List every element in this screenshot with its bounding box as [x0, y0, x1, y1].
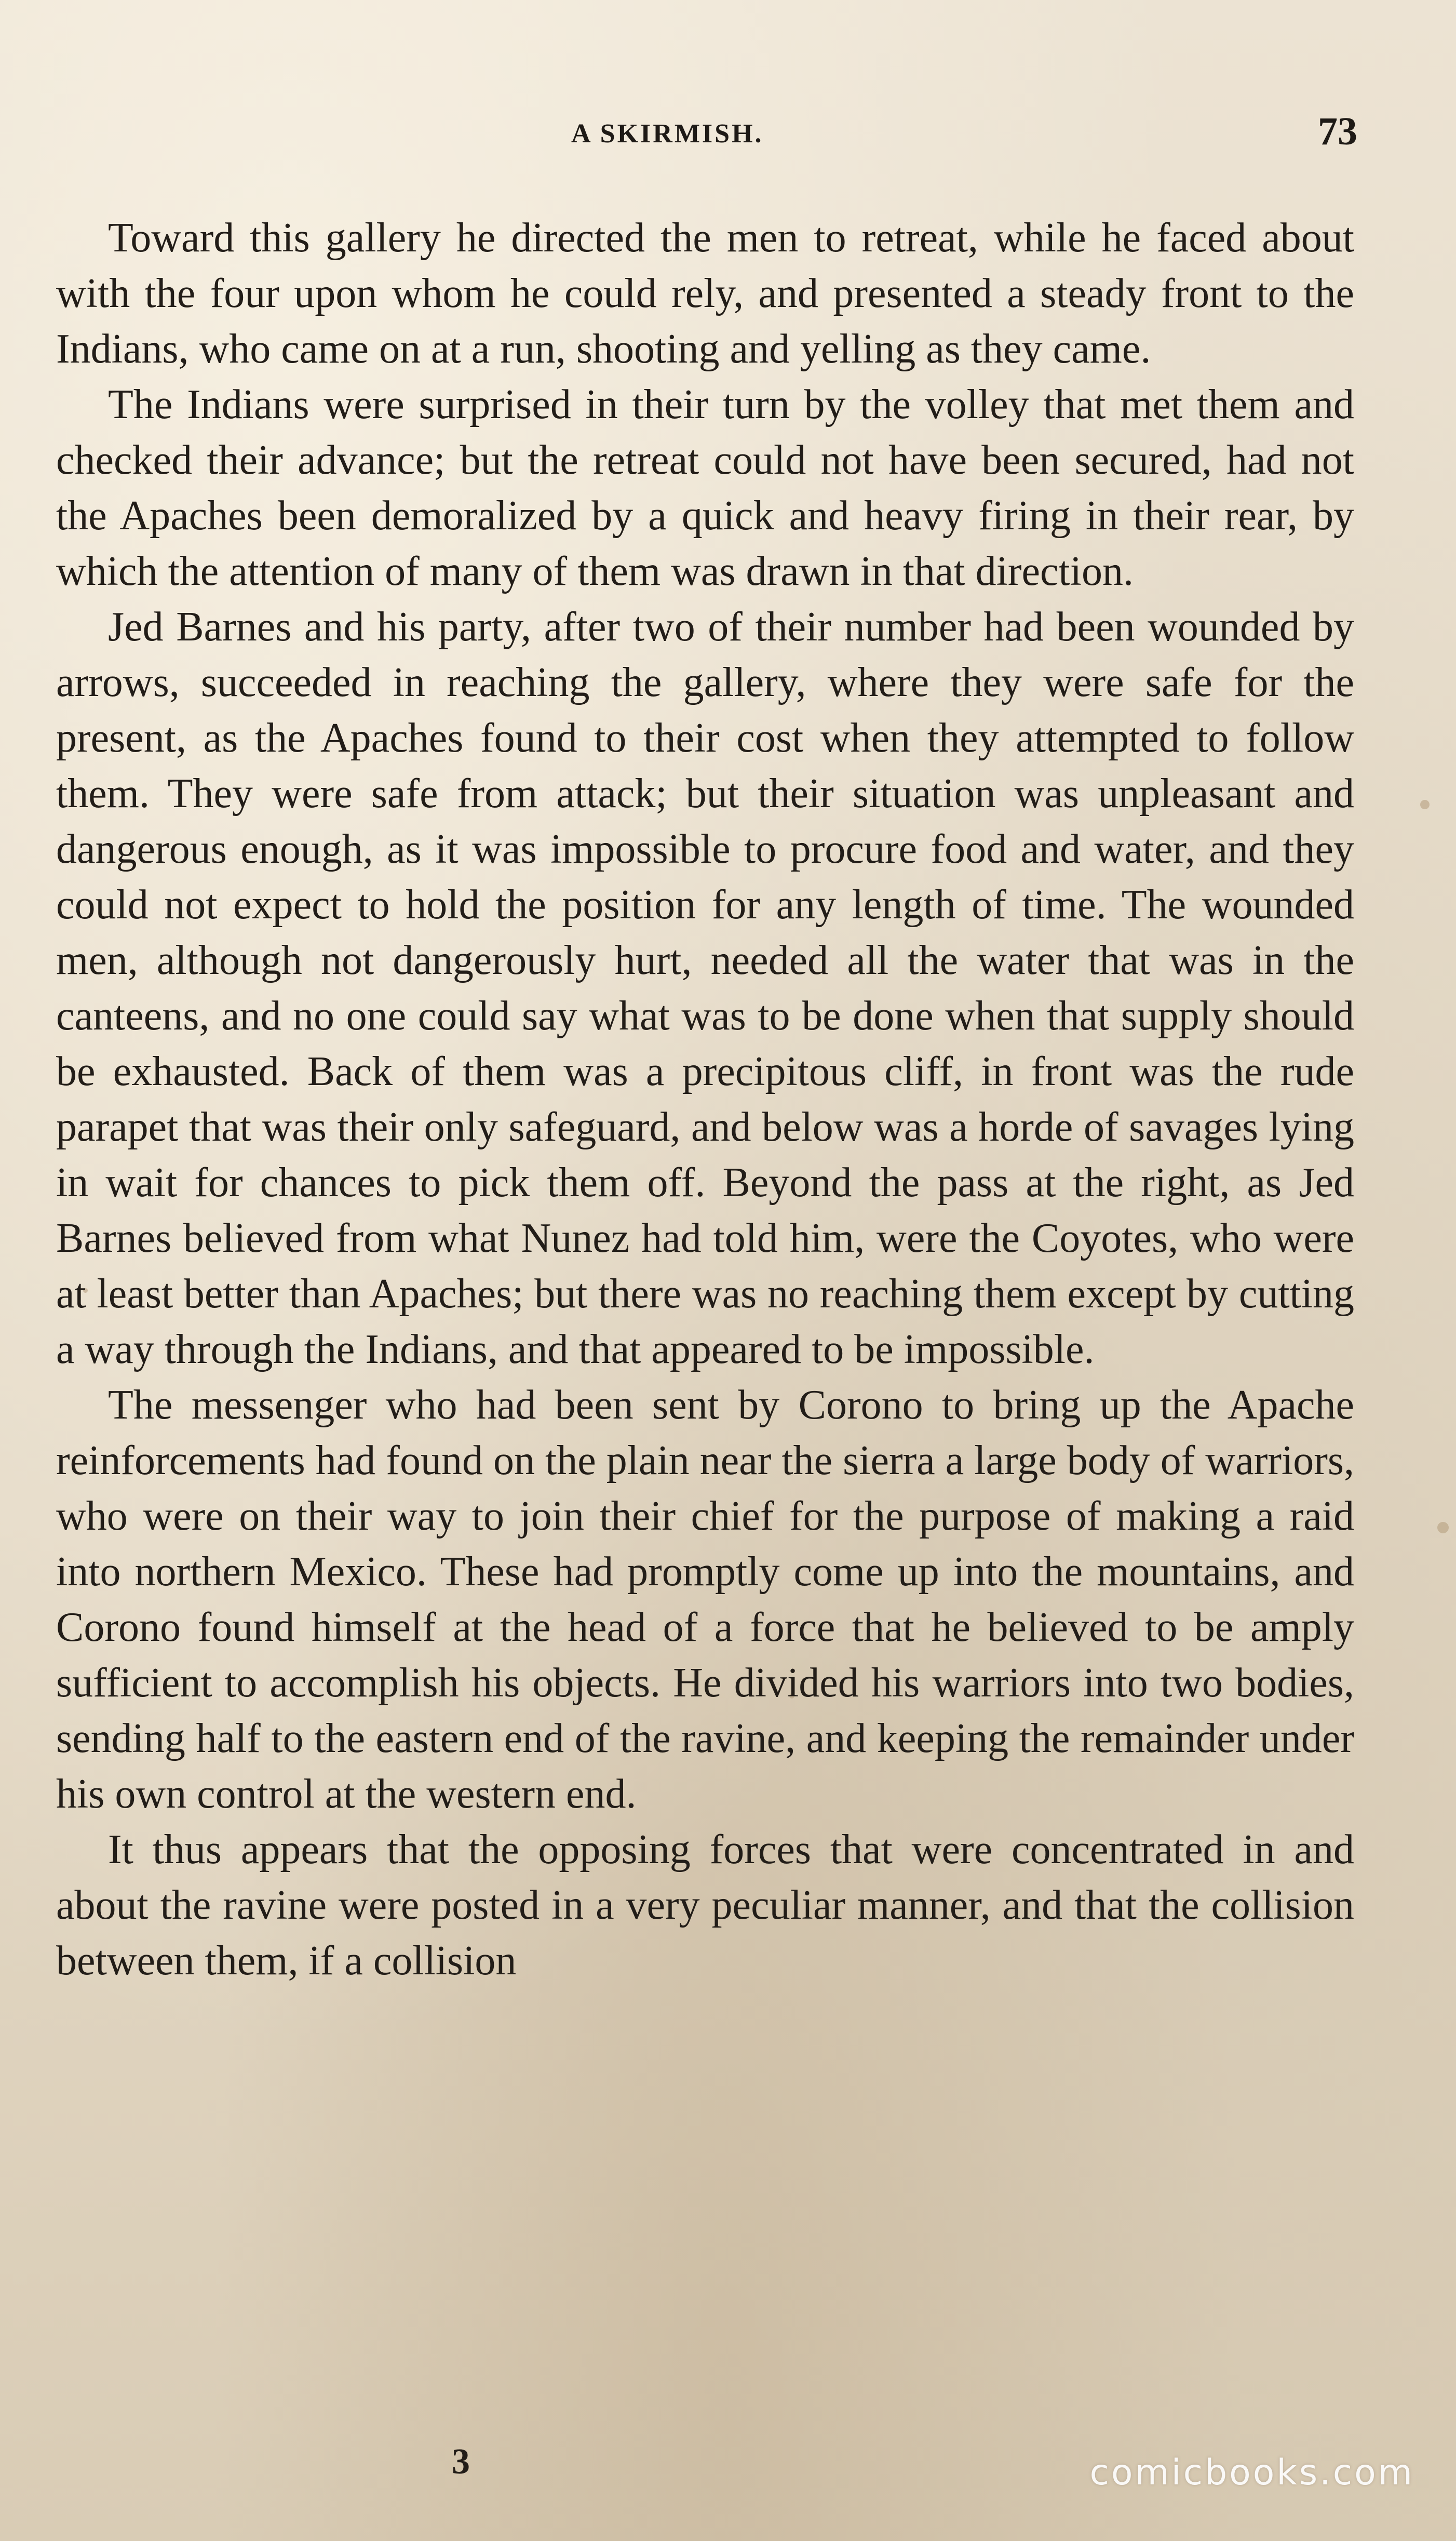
watermark: comicbooks.com — [1089, 2452, 1414, 2493]
page-number: 73 — [1318, 110, 1357, 153]
paper-speck — [1437, 1522, 1449, 1533]
running-head: A SKIRMISH. — [571, 119, 764, 149]
paragraph: Toward this gallery he directed the men to retreat, while he faced about with the four upon whom he could rely, and presented a steady front to the Indians, who came on at a run, shooting and yelling as they came. — [56, 215, 1354, 372]
paragraph: The messenger who had been sent by Corono to bring up the Apache reinforcements had found on the plain near the sierra a large body of warriors, who were on their way to join their chief for the purpose of making a raid into northern Mexico. These had promptly come up into the mountains, and Corono found himself at the head of a force that he believed to be amply sufficient to accomplish his objects. He divided his warriors into two bodies, sending half to the eastern end of the ravine, and keeping the remainder under his own control at the western end. — [56, 1382, 1354, 1817]
paragraph: It thus appears that the opposing forces that were concentrated in and about the ravine were posted in a very peculiar manner, and that the collision between them, if a collision — [56, 1827, 1354, 1984]
paper-speck — [1420, 800, 1430, 809]
paragraph: The Indians were surprised in their turn by the volley that met them and checked their advance; but the retreat could not have been secured, had not the Apaches been demoralized by a quick and heavy firing in their rear, by which the attention of many of them was drawn in that direction. — [56, 382, 1354, 594]
body-text — [56, 210, 1354, 1989]
signature-mark: 3 — [452, 2442, 470, 2482]
paragraph: Jed Barnes and his party, after two of their number had been wounded by arrows, succeeded in reaching the gallery, where they were safe for the present, as the Apaches found to their cost when they attempted to follow them. They were safe from attack; but their situation was unpleasant and dangerous enough, as it was impossible to procure food and water, and they could not expect to hold the position for any length of time. The wounded men, although not dangerously hurt, needed all the water that was in the canteens, and no one could say what was to be done when that supply should be exhausted. Back of them was a precipitous cliff, in front was the rude parapet that was their only safeguard, and below was a horde of savages lying in wait for chances to pick them off. Beyond the pass at the right, as Jed Barnes believed from what Nunez had told him, were the Coyotes, who were at least better than Apaches; but there was no reaching them except by cutting a way through the Indians, and that appeared to be impossible. — [56, 604, 1354, 1372]
